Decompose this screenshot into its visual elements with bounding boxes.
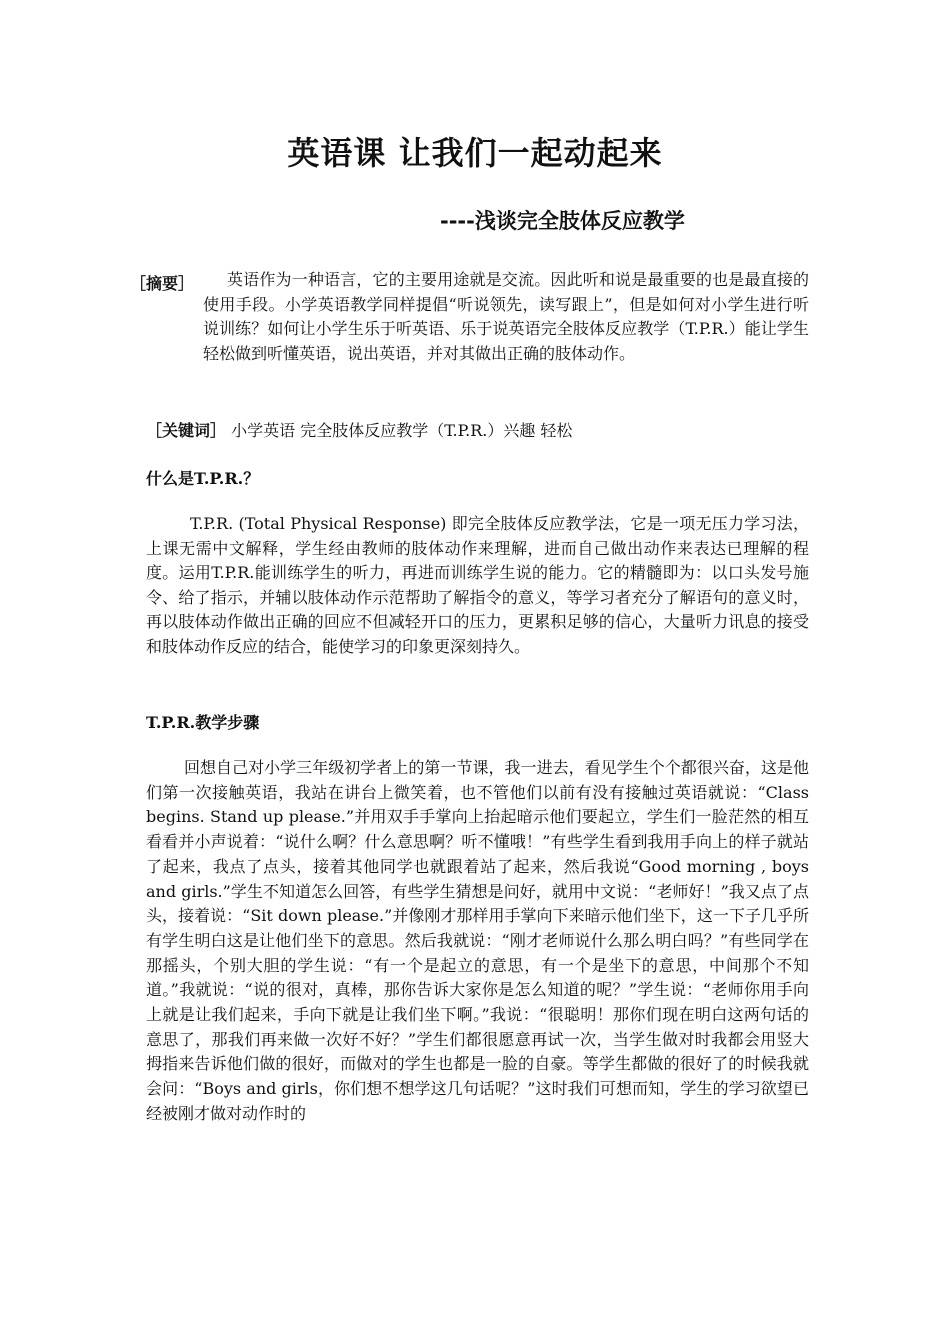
section-heading-what-is-tpr: 什么是T.P.R.？ [146,469,260,488]
abstract-label: ［摘要］ [130,274,195,293]
section-paragraph-tpr-steps: 回想自己对小学三年级初学者上的第一节课，我一进去，看见学生个个都很兴奋，这是他们第一次接触英语，我站在讲台上微笑着，也不管他们以前有没有接触过英语就说：“Class begins. Stand up please.”并用双手手掌向上抬起暗示他们要起立，学生们一脸茫然的相互看看并小声说着：“说什么啊？什么意思啊？听不懂哦！”有些学生看到我用手向上的样子就站了起来，我点了点头，接着其他同学也就跟着站了起来，然后我说“Good morning , boys and girls.”学生不知道怎么回答，有些学生猜想是问好，就用中文说：“老师好！”我又点了点头，接着说：“Sit down please.”并像刚才那样用手掌向下来暗示他们坐下，这一下子几乎所有学生明白这是让他们坐下的意思。然后我就说：“刚才老师说什么那么明白吗？”有些同学在那摇头，个别大胆的学生说：“有一个是起立的意思，有一个是坐下的意思，中间那个不知道。”我就说：“说的很对，真棒，那你告诉大家你是怎么知道的呢？”学生说：“老师你用手向上就是让我们起来，手向下就是让我们坐下啊。”我说：“很聪明！那你们现在明白这两句话的意思了，那我们再来做一次好不好？”学生们都很愿意再试一次，当学生做对时我都会用竖大拇指来告诉他们做的很好，而做对的学生也都是一脸的自豪。等学生都做的很好了的时候我就会问：“Boys and girls，你们想不想学这几句话呢？”这时我们可想而知，学生的学习欲望已经被刚才做对动作时的 [146,758,809,1123]
document-subtitle: ----浅谈完全肢体反应教学 [440,209,685,233]
section-paragraph-what-is-tpr: T.P.R. (Total Physical Response) 即完全肢体反应教学法，它是一项无压力学习法，上课无需中文解释，学生经由教师的肢体动作来理解，进而自己做出动作来表达已理解的程度。运用T.P.R.能训练学生的听力，再进而训练学生说的能力。它的精髓即为：以口头发号施令、给了指示，并辅以肢体动作示范帮助了解指令的意义，等学习者充分了解语句的意义时，再以肢体动作做出正确的回应不但减轻开口的压力，更累积足够的信心，大量听力讯息的接受和肢体动作反应的结合，能使学习的印象更深刻持久。 [146,514,809,656]
abstract-text: 英语作为一种语言，它的主要用途就是交流。因此听和说是最重要的也是最直接的使用手段。小学英语教学同样提倡“听说领先，读写跟上”，但是如何对小学生进行听说训练？如何让小学生乐于听英语、乐于说英语完全肢体反应教学（T.P.R.）能让学生轻松做到听懂英语，说出英语，并对其做出正确的肢体动作。 [203,270,809,363]
keywords-text: 小学英语 完全肢体反应教学（T.P.R.）兴趣 轻松 [226,421,573,440]
keywords-line [146,418,826,441]
section-heading-tpr-steps: T.P.R.教学步骤 [146,713,260,732]
document-title: 英语课 让我们一起动起来 [287,134,663,172]
keywords-label: ［关键词］ [146,421,227,440]
